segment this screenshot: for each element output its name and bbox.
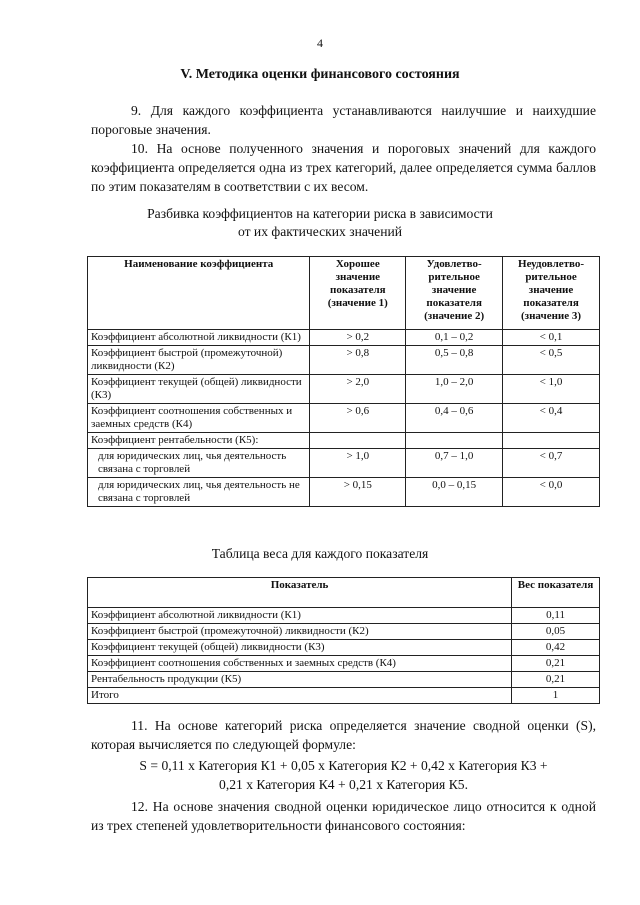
row-sat: [406, 433, 503, 449]
table-row: [88, 672, 600, 688]
weight-table: [87, 577, 600, 704]
header-satisfactory: Удовлетво-рительное значение показателя (значение 2): [406, 257, 503, 330]
header-unsatisfactory: Неудовлетво-рительное значение показателя (значение 3): [503, 257, 600, 330]
row-name: Коэффициент быстрой (промежуточной) ликвидности (К2): [88, 346, 310, 375]
row-sat: 0,0 – 0,15: [406, 478, 503, 507]
row-name: Коэффициент текущей (общей) ликвидности (К3): [88, 640, 512, 656]
row-name: Коэффициент абсолютной ликвидности (К1): [88, 330, 310, 346]
formula-line-1: S = 0,11 x Категория К1 + 0,05 x Категория К2 + 0,42 x Категория К3 +: [139, 758, 548, 773]
row-good: [310, 433, 406, 449]
section-title: V. Методика оценки финансового состояния: [180, 67, 460, 82]
row-sat: 1,0 – 2,0: [406, 375, 503, 404]
row-name: Рентабельность продукции (К5): [88, 672, 512, 688]
row-good: > 0,2: [310, 330, 406, 346]
row-weight: 0,05: [512, 624, 600, 640]
row-unsat: < 1,0: [503, 375, 600, 404]
table2-caption: Таблица веса для каждого показателя: [211, 546, 429, 561]
formula: [91, 756, 596, 794]
row-name: для юридических лиц, чья деятельность не связана с торговлей: [88, 478, 310, 507]
row-weight: 0,21: [512, 656, 600, 672]
table-row: [88, 656, 600, 672]
paragraph-9: 9. Для каждого коэффициента устанавливаются наилучшие и наихудшие пороговые значения.: [91, 103, 596, 137]
table-row: [88, 608, 600, 624]
row-good: > 0,15: [310, 478, 406, 507]
row-name: для юридических лиц, чья деятельность связана с торговлей: [88, 449, 310, 478]
row-sat: 0,7 – 1,0: [406, 449, 503, 478]
table-row: [88, 375, 600, 404]
row-name: Коэффициент соотношения собственных и заемных средств (К4): [88, 404, 310, 433]
page-number: 4: [317, 36, 323, 50]
row-unsat: < 0,4: [503, 404, 600, 433]
table-row: [88, 404, 600, 433]
row-name: Коэффициент быстрой (промежуточной) ликвидности (К2): [88, 624, 512, 640]
header-indicator: Показатель: [88, 578, 512, 608]
table-row: [88, 478, 600, 507]
row-name: Коэффициент текущей (общей) ликвидности (К3): [88, 375, 310, 404]
table-header-row: [88, 257, 600, 330]
formula-line-2: 0,21 x Категория К4 + 0,21 x Категория К5.: [219, 777, 468, 792]
row-good: > 2,0: [310, 375, 406, 404]
table-row: [88, 330, 600, 346]
table-row: [88, 346, 600, 375]
row-name: Коэффициент соотношения собственных и заемных средств (К4): [88, 656, 512, 672]
row-name: Коэффициент абсолютной ликвидности (К1): [88, 608, 512, 624]
paragraph-12: 12. На основе значения сводной оценки юридическое лицо относится к одной из трех степеней удовлетворительности финансового состояния:: [91, 799, 596, 833]
row-weight: 0,21: [512, 672, 600, 688]
header-name: Наименование коэффициента: [88, 257, 310, 330]
paragraph-11: 11. На основе категорий риска определяется значение сводной оценки (S), которая вычисляется по следующей формуле:: [91, 718, 596, 752]
row-name: Итого: [88, 688, 512, 704]
risk-category-table: [87, 256, 600, 507]
row-unsat: [503, 433, 600, 449]
row-good: > 1,0: [310, 449, 406, 478]
table-row: [88, 624, 600, 640]
row-weight: 0,42: [512, 640, 600, 656]
table-row: [88, 449, 600, 478]
table-row: [88, 433, 600, 449]
row-sat: 0,4 – 0,6: [406, 404, 503, 433]
row-unsat: < 0,5: [503, 346, 600, 375]
table1-caption: Разбивка коэффициентов на категории риска в зависимости от их фактических значений: [147, 206, 493, 239]
paragraph-10: 10. На основе полученного значения и пороговых значений для каждого коэффициента определяется одна из трех категорий, далее определяется сумма баллов по этим показателям в соответствии с их весом.: [91, 141, 596, 194]
header-good: Хорошее значение показателя (значение 1): [310, 257, 406, 330]
row-good: > 0,8: [310, 346, 406, 375]
row-weight: 1: [512, 688, 600, 704]
table-header-row: [88, 578, 600, 608]
row-weight: 0,11: [512, 608, 600, 624]
row-unsat: < 0,7: [503, 449, 600, 478]
row-unsat: < 0,0: [503, 478, 600, 507]
row-sat: 0,1 – 0,2: [406, 330, 503, 346]
table-row: [88, 640, 600, 656]
row-name: Коэффициент рентабельности (К5):: [88, 433, 310, 449]
row-good: > 0,6: [310, 404, 406, 433]
header-weight: Вес показателя: [512, 578, 600, 608]
table-row: [88, 688, 600, 704]
row-unsat: < 0,1: [503, 330, 600, 346]
row-sat: 0,5 – 0,8: [406, 346, 503, 375]
